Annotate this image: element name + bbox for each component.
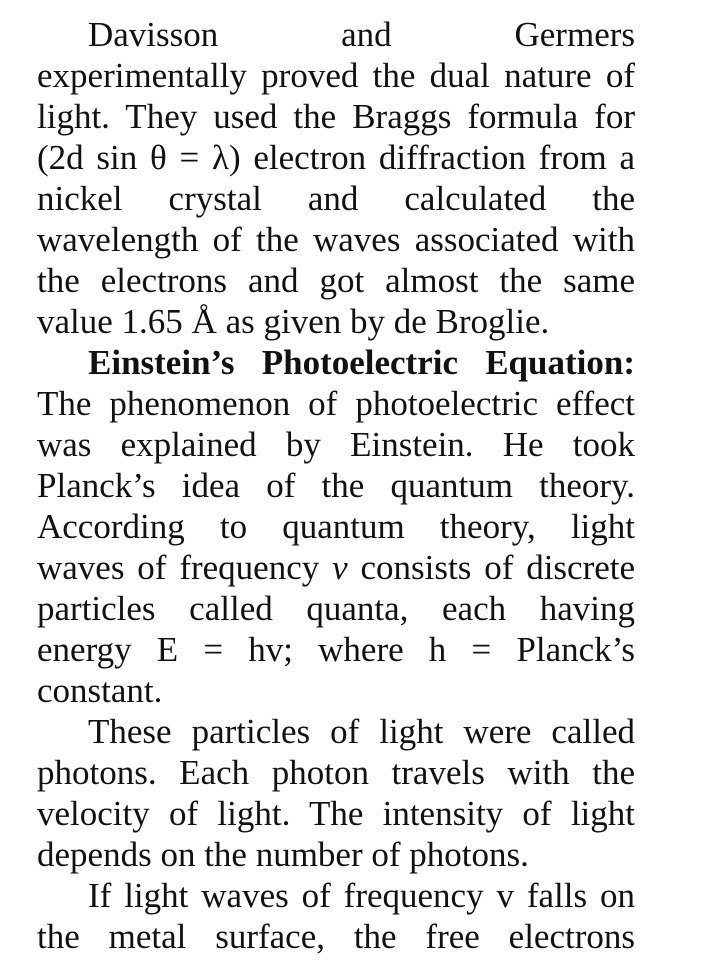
section-heading: Einstein’s Photoelectric Equation: [88, 343, 635, 382]
text-segment: consists of discrete [360, 548, 636, 587]
text-line: energy E = hv; where h = Planck’s [37, 630, 635, 669]
text-line: was explained by Einstein. He took [37, 425, 635, 464]
text-line: (2d sin θ = λ) electron diffraction from a [37, 138, 635, 177]
text-line: Davisson and Germers [88, 15, 635, 54]
text-line: constant. [37, 671, 163, 710]
paragraph-frequency [37, 875, 635, 957]
text-line: nickel crystal and calculated the [37, 179, 635, 218]
paragraph-davisson [37, 14, 635, 342]
text-line: wavelength of the waves associated with [37, 220, 635, 259]
text-line: If light waves of frequency v falls on [88, 876, 635, 915]
text-line: The phenomenon of photoelectric effect [37, 384, 635, 423]
text-line: velocity of light. The intensity of light [37, 794, 635, 833]
paragraph-einstein [37, 342, 635, 711]
text-segment: waves of frequency [37, 548, 320, 587]
text-line: experimentally proved the dual nature of [37, 56, 635, 95]
text-line: the electrons and got almost the same [37, 261, 635, 300]
text-line: These particles of light were called [88, 712, 635, 751]
text-line: photons. Each photon travels with the [37, 753, 635, 792]
text-line: Planck’s idea of the quantum theory. [37, 466, 635, 505]
text-line: depends on the number of photons. [37, 835, 529, 874]
text-line: particles called quanta, each having [37, 589, 635, 628]
document-page [37, 14, 635, 957]
text-line: According to quantum theory, light [37, 507, 635, 546]
text-line: value 1.65 Å as given by de Broglie. [37, 302, 550, 341]
paragraph-photons [37, 711, 635, 875]
frequency-symbol: v [332, 548, 348, 587]
text-line: light. They used the Braggs formula for [37, 97, 635, 136]
text-line-frequency [37, 547, 635, 588]
text-line: the metal surface, the free electrons [37, 917, 635, 956]
